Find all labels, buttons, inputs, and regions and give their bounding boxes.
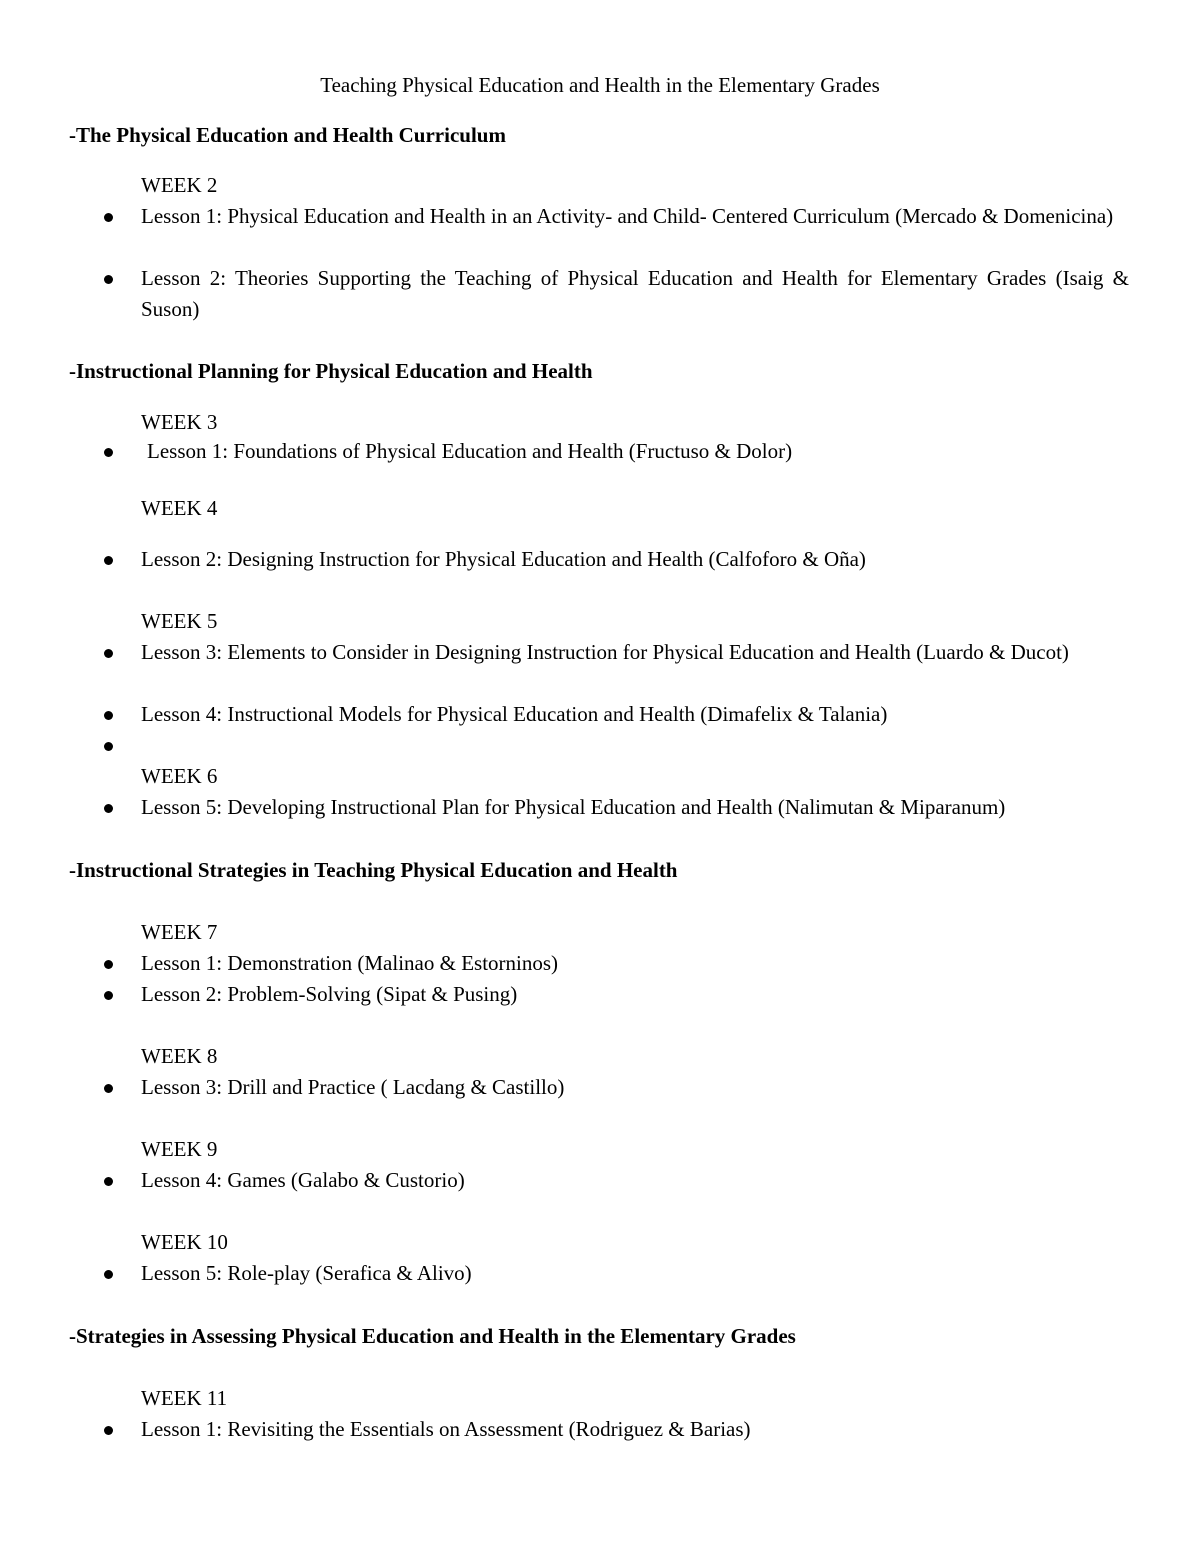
- bullet-icon: [104, 556, 113, 565]
- week-label: WEEK 6: [141, 764, 218, 788]
- lesson-text: Lesson 2: Problem-Solving (Sipat & Pusing): [141, 982, 518, 1006]
- lesson-text: Lesson 4: Instructional Models for Physical Education and Health (Dimafelix & Talania): [141, 702, 888, 726]
- lesson-text: Lesson 1: Foundations of Physical Education and Health (Fructuso & Dolor): [147, 439, 793, 463]
- bullet-icon: [104, 649, 113, 658]
- lesson-text: Lesson 1: Physical Education and Health in an Activity- and Child- Centered Curriculum (Mercado & Domenicina): [141, 204, 1114, 228]
- week-label: WEEK 11: [141, 1386, 228, 1410]
- section-heading-instructional-strategies: -Instructional Strategies in Teaching Physical Education and Health: [69, 858, 678, 882]
- bullet-icon: [104, 711, 113, 720]
- week-label: WEEK 10: [141, 1230, 228, 1254]
- lesson-text: Lesson 3: Elements to Consider in Designing Instruction for Physical Education and Health (Luardo & Ducot): [141, 640, 1069, 664]
- bullet-icon: [104, 742, 113, 751]
- bullet-icon: [104, 448, 113, 457]
- bullet-icon: [104, 1270, 113, 1279]
- bullet-icon: [104, 960, 113, 969]
- week-label: WEEK 5: [141, 609, 218, 633]
- bullet-icon: [104, 1084, 113, 1093]
- lesson-text: Lesson 5: Role-play (Serafica & Alivo): [141, 1261, 472, 1285]
- week-label: WEEK 4: [141, 496, 218, 520]
- section-heading-instructional-planning: -Instructional Planning for Physical Education and Health: [69, 359, 593, 383]
- section-heading-curriculum: -The Physical Education and Health Curriculum: [69, 123, 506, 147]
- bullet-icon: [104, 991, 113, 1000]
- document-title: Teaching Physical Education and Health in the Elementary Grades: [320, 73, 880, 97]
- week-label: WEEK 2: [141, 173, 218, 197]
- bullet-icon: [104, 275, 113, 284]
- lesson-text: Lesson 3: Drill and Practice ( Lacdang & Castillo): [141, 1075, 565, 1099]
- week-label: WEEK 9: [141, 1137, 218, 1161]
- section-heading-assessment-strategies: -Strategies in Assessing Physical Education and Health in the Elementary Grades: [69, 1324, 796, 1348]
- bullet-icon: [104, 804, 113, 813]
- bullet-icon: [104, 1426, 113, 1435]
- bullet-icon: [104, 1177, 113, 1186]
- lesson-text: Lesson 2: Theories Supporting the Teaching of Physical Education and Health for Elementary Grades (Isaig & Suson): [141, 266, 1129, 321]
- lesson-text: Lesson 4: Games (Galabo & Custorio): [141, 1168, 465, 1192]
- bullet-icon: [104, 213, 113, 222]
- week-label: WEEK 3: [141, 410, 218, 434]
- lesson-text: Lesson 5: Developing Instructional Plan for Physical Education and Health (Nalimutan & Miparanum): [141, 795, 1006, 819]
- week-label: WEEK 7: [141, 920, 218, 944]
- lesson-text: Lesson 1: Revisiting the Essentials on Assessment (Rodriguez & Barias): [141, 1417, 751, 1441]
- week-label: WEEK 8: [141, 1044, 218, 1068]
- lesson-text: Lesson 1: Demonstration (Malinao & Estorninos): [141, 951, 559, 975]
- lesson-text: Lesson 2: Designing Instruction for Physical Education and Health (Calfoforo & Oña): [141, 547, 866, 571]
